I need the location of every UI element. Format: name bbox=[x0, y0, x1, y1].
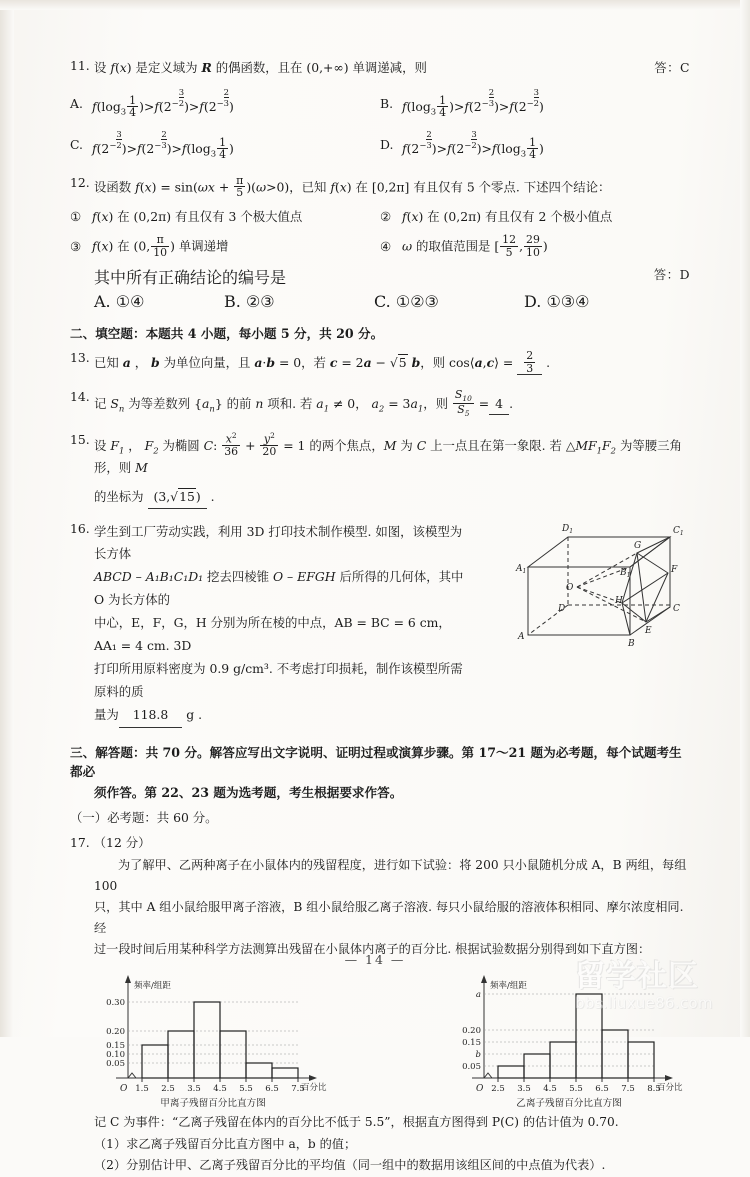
option-12-A-text: ①④ bbox=[115, 292, 145, 312]
vertex-label-G: G bbox=[634, 540, 642, 551]
option-12-C[interactable] bbox=[374, 292, 524, 311]
jia-ytick-4: 0.20 bbox=[106, 1026, 125, 1037]
section-two-heading: 二、填空题：本题共 4 小题，每小题 5 分，共 20 分。 bbox=[70, 326, 384, 342]
jia-xlabel: 百分比 bbox=[301, 1082, 327, 1093]
yi-origin-label: O bbox=[476, 1083, 484, 1094]
yi-ylabel: 频率/组距 bbox=[490, 980, 527, 991]
question-14-text: 记 $S_n$ 为等差数列 $\{a_n\}$ 的前 n 项和. 若 $a_1 \ne 0$， $a_2 = 3a_1$，则 $\frac{S_{10}}{S_5}$ = 4 . bbox=[94, 388, 514, 419]
jia-xtick-5: 5.5 bbox=[239, 1083, 253, 1094]
question-17-after-line2: （1）求乙离子残留百分比直方图中 a，b 的值； bbox=[94, 1136, 357, 1151]
option-11-D[interactable] bbox=[380, 129, 690, 161]
option-12-B[interactable] bbox=[224, 292, 374, 311]
vertex-label-A1: $A_1$ bbox=[516, 563, 527, 575]
geometry-diagram bbox=[510, 515, 690, 655]
watermark-url: bbs.liuxue86.com bbox=[575, 994, 713, 1012]
question-12-tail-row bbox=[70, 265, 690, 288]
question-16-pyramid-name: O – EFGH bbox=[272, 569, 336, 585]
option-11-D-text: $f(2^{- \frac{2}{3}}$ )$>f(2^{- \frac{3}{2}}$ )$>f(\log_3$ $\frac{1}{4}$ ) bbox=[402, 129, 544, 162]
question-17-points: （12 分） bbox=[93, 834, 151, 850]
question-12-conclusions-row2 bbox=[70, 234, 690, 258]
option-11-B[interactable] bbox=[380, 87, 690, 119]
question-15-answer: (3,√15) bbox=[148, 487, 207, 508]
question-17-para-line2: 只，其中 A 组小鼠给服甲离子溶液，B 组小鼠给服乙离子溶液. 每只小鼠给服的溶液体积相同、摩尔浓度相同. 经 bbox=[94, 899, 684, 935]
option-12-C-label: C. bbox=[374, 292, 391, 312]
question-17-after-line3: （2）分别估计甲、乙离子残留百分比的平均值（同一组中的数据用该组区间的中点值为代表）. bbox=[94, 1158, 606, 1173]
conclusion-4 bbox=[380, 234, 690, 258]
jia-ytick-3: 0.15 bbox=[106, 1040, 125, 1051]
watermark bbox=[575, 959, 740, 1028]
yi-ytick-1: 0.05 bbox=[462, 1061, 481, 1072]
question-12-answer bbox=[654, 265, 690, 283]
question-13 bbox=[70, 350, 690, 375]
question-11-answer bbox=[654, 58, 690, 76]
chart-jia-histogram bbox=[98, 966, 328, 1109]
yi-xtick-1: 2.5 bbox=[491, 1083, 505, 1094]
option-12-A[interactable] bbox=[94, 292, 224, 311]
conclusion-2 bbox=[380, 207, 690, 225]
vertex-label-F: F bbox=[671, 564, 678, 575]
question-16-line1: 学生到工厂劳动实践，利用 3D 打印技术制作模型. 如图，该模型为长方体 bbox=[94, 523, 463, 562]
answer-value-11: C bbox=[680, 60, 690, 75]
vertex-label-O: O bbox=[566, 582, 574, 593]
page-edge-top bbox=[0, 0, 750, 10]
jia-xtick-7: 7.5 bbox=[291, 1083, 305, 1094]
question-11 bbox=[70, 58, 690, 161]
page-edge-right bbox=[740, 0, 750, 1037]
question-16-solid-name: ABCD – A₁B₁C₁D₁ bbox=[94, 569, 204, 585]
option-12-B-text: ②③ bbox=[245, 292, 275, 312]
conclusion-1-text: f(x) 在 (0,2π) 有且仅有 3 个极大值点 bbox=[92, 209, 303, 224]
question-15-text: 设 $F_1$ ， $F_2$ 为椭圆 C: $\frac{x^2}{36}$ + $\frac{y^2}{20}$ = 1 的两个焦点，M 为 C 上一点且在第一象限. 若 $\triangle MF_1F_2$ 为等腰三角形，则 M 的坐标为 (3,√15) . bbox=[94, 432, 690, 508]
option-11-C-label: C. bbox=[70, 137, 83, 153]
question-17-header bbox=[70, 833, 690, 851]
yi-xlabel: 百分比 bbox=[657, 1082, 683, 1093]
watermark-text: 留学社区 bbox=[575, 959, 699, 994]
option-11-B-text: $f(\log_3$ $\frac{1}{4}$ )$>f(2^{- \frac{2}{3}}$ )$>f(2^{- \frac{3}{2}}$ ) bbox=[402, 87, 544, 120]
question-12-tail: 其中所有正确结论的编号是 bbox=[94, 268, 287, 288]
conclusion-4-mark: ④ bbox=[380, 238, 392, 254]
answer-label-11: 答： bbox=[654, 60, 681, 75]
conclusion-4-text: ω 的取值范围是 [ $\frac{12}{5}$ , $\frac{29}{10}$ ) bbox=[402, 233, 548, 259]
question-11-options-row1 bbox=[70, 87, 690, 119]
question-16-line3: 中心，E，F，G，H 分别为所在棱的中点，AB = BC = 6 cm，AA₁ = 4 cm. 3D bbox=[94, 615, 451, 654]
question-16-line5-post: g . bbox=[186, 707, 203, 722]
yi-xtick-5: 6.5 bbox=[595, 1083, 609, 1094]
question-16-line5-pre: 量为 bbox=[94, 707, 119, 722]
page-edge-left bbox=[0, 0, 14, 1037]
section-three-heading-line2: 须作答。第 22、23 题为选考题，考生根据要求作答。 bbox=[94, 784, 403, 800]
question-16-body bbox=[94, 521, 470, 728]
question-17-after-line1: 记 C 为事件：“乙离子残留在体内的百分比不低于 5.5”，根据直方图得到 P(C) 的估计值为 0.70. bbox=[94, 1114, 619, 1129]
question-17-para-line3: 过一段时间后用某种科学方法测算出残留在小鼠体内离子的百分比. 根据试验数据分别得到如下直方图： bbox=[94, 941, 651, 956]
option-11-A[interactable] bbox=[70, 87, 380, 119]
vertex-label-C: C bbox=[673, 603, 680, 614]
conclusion-2-mark: ② bbox=[380, 208, 392, 224]
question-17-tail bbox=[70, 1112, 690, 1177]
question-17-passage bbox=[70, 855, 690, 960]
question-13-answer: $\frac{2}{3}$ bbox=[517, 350, 542, 375]
question-16-line5 bbox=[94, 704, 470, 728]
yi-xtick-7: 8.5 bbox=[647, 1083, 661, 1094]
option-12-D[interactable] bbox=[524, 292, 589, 311]
vertex-label-B: B bbox=[628, 638, 635, 649]
question-16-line2b: 挖去四棱锥 bbox=[203, 569, 273, 585]
question-15-number: 15. bbox=[70, 432, 90, 448]
question-15-line2: 的坐标为 (3,√15) . bbox=[94, 487, 690, 508]
yi-ytick-3: 0.15 bbox=[462, 1037, 481, 1048]
question-12-options bbox=[70, 292, 690, 311]
answer-label-12: 答： bbox=[653, 267, 680, 283]
conclusion-1 bbox=[70, 207, 380, 225]
option-12-B-label: B. bbox=[224, 292, 241, 312]
option-12-A-label: A. bbox=[94, 292, 111, 312]
yi-ytick-4: 0.20 bbox=[462, 1025, 481, 1036]
jia-origin-label: O bbox=[120, 1083, 128, 1094]
question-15 bbox=[70, 432, 690, 508]
answer-value-12: D bbox=[679, 267, 690, 283]
option-12-C-text: ①②③ bbox=[395, 292, 439, 312]
question-14-answer: 4 bbox=[489, 394, 509, 415]
section-three-heading-line1: 三、解答题：共 70 分。解答应写出文字说明、证明过程或演算步骤。第 17～21 题为必考题，每个试题考生都必 bbox=[70, 744, 682, 779]
option-11-B-label: B. bbox=[380, 95, 394, 111]
jia-xtick-4: 4.5 bbox=[213, 1083, 227, 1094]
vertex-label-H: H bbox=[615, 595, 623, 606]
yi-histogram-caption: 乙离子残留百分比直方图 bbox=[516, 1097, 622, 1109]
jia-xtick-2: 2.5 bbox=[161, 1083, 175, 1094]
jia-ylabel: 频率/组距 bbox=[134, 980, 171, 991]
yi-xtick-6: 7.5 bbox=[621, 1083, 635, 1094]
conclusion-3-mark: ③ bbox=[70, 238, 82, 254]
jia-ytick-5: 0.30 bbox=[106, 997, 125, 1008]
yi-ytick-2: b bbox=[475, 1049, 481, 1060]
question-13-text: 已知 a ， b 为单位向量，且 a·b = 0，若 c = 2a − √5 b，则 cos⟨a,c⟩ = $\frac{2}{3}$ . bbox=[94, 349, 551, 375]
vertex-label-C1: $C_1$ bbox=[673, 525, 684, 537]
yi-ytick-5: a bbox=[475, 989, 481, 1000]
jia-ytick-2: 0.10 bbox=[106, 1049, 125, 1060]
question-16-line4: 打印所用原料密度为 0.9 g/cm³. 不考虑打印损耗，制作该模型所需原料的质 bbox=[94, 661, 463, 700]
option-11-D-label: D. bbox=[380, 137, 394, 153]
vertex-label-A: A bbox=[518, 631, 525, 642]
question-16-answer: 118.8 bbox=[119, 704, 182, 728]
jia-histogram-caption: 甲离子残留百分比直方图 bbox=[160, 1097, 266, 1109]
jia-xtick-6: 6.5 bbox=[265, 1083, 279, 1094]
conclusion-1-mark: ① bbox=[70, 208, 82, 224]
option-12-D-label: D. bbox=[524, 292, 542, 312]
option-11-C[interactable] bbox=[70, 129, 380, 161]
question-13-number: 13. bbox=[70, 350, 90, 366]
yi-xtick-2: 3.5 bbox=[517, 1083, 531, 1094]
jia-ytick-1: 0.05 bbox=[106, 1058, 125, 1069]
vertex-label-D: D bbox=[558, 603, 566, 614]
question-16-line2 bbox=[94, 566, 470, 612]
question-12 bbox=[70, 175, 690, 311]
question-17-para-line1: 为了解甲、乙两种离子在小鼠体内的残留程度，进行如下试验：将 200 只小鼠随机分成 A，B 两组，每组 100 bbox=[94, 857, 687, 893]
conclusion-2-text: f(x) 在 (0,2π) 有且仅有 2 个极小值点 bbox=[402, 209, 613, 224]
option-11-A-text: $f(\log_3$ $\frac{1}{4}$ )$>f(2^{- \frac{3}{2}}$ )$>f(2^{- \frac{2}{3}}$ ) bbox=[92, 87, 234, 120]
conclusion-3-text: f(x) 在 (0, $\frac{\pi}{10}$ ) 单调递增 bbox=[92, 233, 229, 259]
question-11-number: 11. bbox=[70, 58, 90, 73]
option-12-D-text: ①③④ bbox=[546, 292, 590, 312]
question-16-line2d: 后所得的几何体，其中 O 为长方体的 bbox=[94, 569, 464, 608]
question-11-stem: 设 f(x) 是定义域为 R 的偶函数，且在 (0,+∞) 单调递减，则 bbox=[94, 60, 427, 75]
question-14 bbox=[70, 389, 690, 418]
yi-xtick-4: 5.5 bbox=[569, 1083, 583, 1094]
question-12-conclusions-row1 bbox=[70, 207, 690, 225]
option-11-C-text: $f(2^{- \frac{3}{2}}$ )$>f(2^{- \frac{2}{3}}$ )$>f(\log_3$ $\frac{1}{4}$ ) bbox=[92, 129, 234, 162]
question-14-number: 14. bbox=[70, 389, 90, 405]
vertex-label-D1: $D_1$ bbox=[562, 523, 574, 535]
question-15-line2-pre: 的坐标为 bbox=[94, 489, 148, 505]
vertex-label-E: E bbox=[645, 625, 652, 636]
question-17-number: 17. bbox=[70, 834, 90, 850]
section-three-subheading: （一）必考题：共 60 分。 bbox=[70, 809, 218, 825]
question-12-number: 12. bbox=[70, 174, 90, 190]
jia-xtick-3: 3.5 bbox=[187, 1083, 201, 1094]
yi-xtick-3: 4.5 bbox=[543, 1083, 557, 1094]
option-11-A-label: A. bbox=[70, 95, 83, 111]
jia-xtick-1: 1.5 bbox=[135, 1083, 149, 1094]
question-16 bbox=[70, 521, 690, 728]
vertex-label-B1: $B_1$ bbox=[620, 567, 631, 579]
question-16-number: 16. bbox=[70, 520, 90, 536]
question-12-stem: 设函数 f(x) = sin(ωx + $\frac{\pi}{5}$ )(ω>0)，已知 f(x) 在 [0,2π] 有且仅有 5 个零点. 下述四个结论： bbox=[94, 173, 611, 200]
question-11-options-row2 bbox=[70, 129, 690, 161]
page-number: — 14 — bbox=[344, 952, 406, 967]
conclusion-3 bbox=[70, 234, 380, 258]
